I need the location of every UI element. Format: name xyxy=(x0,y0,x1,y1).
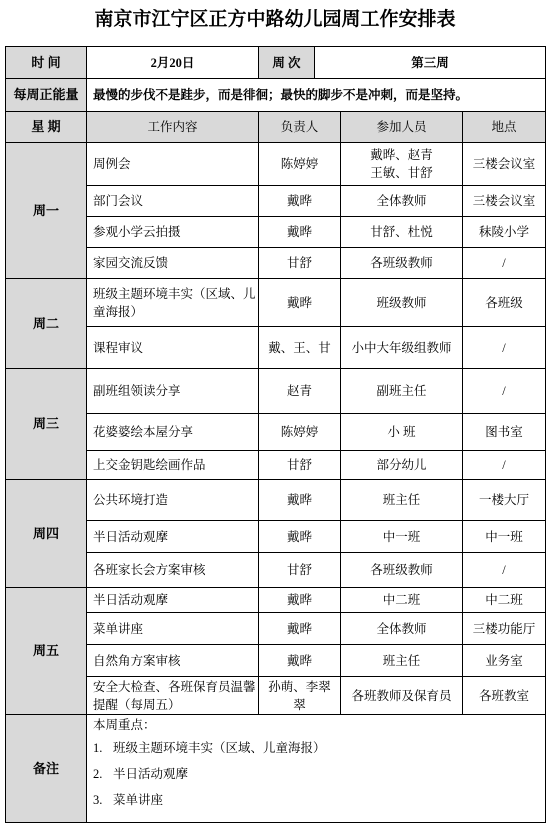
task-participants: 全体教师 xyxy=(341,613,463,645)
task-owner: 甘舒 xyxy=(259,451,341,480)
task-participants: 班主任 xyxy=(341,480,463,521)
task-owner: 戴晔 xyxy=(259,645,341,677)
task-location: 业务室 xyxy=(463,645,546,677)
schedule-table xyxy=(5,46,546,823)
task-participants: 各班级教师 xyxy=(341,248,463,279)
task-owner: 戴晔 xyxy=(259,480,341,521)
task-content: 副班组领读分享 xyxy=(87,369,259,414)
task-location: 中二班 xyxy=(463,588,546,613)
task-location: / xyxy=(463,553,546,588)
task-participants: 班主任 xyxy=(341,645,463,677)
day-label-monday: 周一 xyxy=(6,143,87,279)
week-value: 第三周 xyxy=(315,47,546,79)
task-participants: 甘舒、杜悦 xyxy=(341,217,463,248)
page-title: 南京市江宁区正方中路幼儿园周工作安排表 xyxy=(94,9,456,30)
col-header-day: 星 期 xyxy=(6,112,87,143)
task-row xyxy=(6,327,546,369)
task-owner: 赵青 xyxy=(259,369,341,414)
task-location: / xyxy=(463,327,546,369)
task-content: 半日活动观摩 xyxy=(87,588,259,613)
task-content: 安全大检查、各班保育员温馨提醒（每周五） xyxy=(87,677,259,715)
task-location: / xyxy=(463,369,546,414)
task-owner: 戴晔 xyxy=(259,217,341,248)
task-owner: 戴、王、甘 xyxy=(259,327,341,369)
task-owner: 戴晔 xyxy=(259,588,341,613)
task-owner: 戴晔 xyxy=(259,521,341,553)
notes-item-text: 班级主题环境丰实（区域、儿童海报） xyxy=(113,741,326,755)
day-label-thursday: 周四 xyxy=(6,480,87,588)
task-content: 家园交流反馈 xyxy=(87,248,259,279)
task-participants: 副班主任 xyxy=(341,369,463,414)
notes-item xyxy=(93,761,544,787)
col-header-content: 工作内容 xyxy=(87,112,259,143)
task-content: 花婆婆绘本屋分享 xyxy=(87,414,259,451)
task-row xyxy=(6,451,546,480)
task-content: 班级主题环境丰实（区域、儿童海报） xyxy=(87,279,259,327)
day-label-tuesday: 周二 xyxy=(6,279,87,369)
task-owner: 陈婷婷 xyxy=(259,414,341,451)
motto-text: 最慢的步伐不是跬步，而是徘徊；最快的脚步不是冲刺，而是坚持。 xyxy=(87,79,546,112)
task-owner: 甘舒 xyxy=(259,248,341,279)
task-owner: 戴晔 xyxy=(259,186,341,217)
task-owner: 戴晔 xyxy=(259,613,341,645)
task-participants: 各班教师及保育员 xyxy=(341,677,463,715)
task-participants: 小中大年级组教师 xyxy=(341,327,463,369)
motto-label: 每周正能量 xyxy=(6,79,87,112)
day-label-wednesday: 周三 xyxy=(6,369,87,480)
notes-item-number: 3. xyxy=(93,793,103,807)
task-location: 三楼会议室 xyxy=(463,186,546,217)
task-participants: 中一班 xyxy=(341,521,463,553)
task-participants: 中二班 xyxy=(341,588,463,613)
time-label: 时 间 xyxy=(6,47,87,79)
task-row xyxy=(6,521,546,553)
task-row xyxy=(6,588,546,613)
task-row xyxy=(6,613,546,645)
col-header-participants: 参加人员 xyxy=(341,112,463,143)
task-location: / xyxy=(463,248,546,279)
task-location: 秣陵小学 xyxy=(463,217,546,248)
col-header-owner: 负责人 xyxy=(259,112,341,143)
task-row xyxy=(6,186,546,217)
task-row xyxy=(6,369,546,414)
task-owner: 甘舒 xyxy=(259,553,341,588)
task-content: 自然角方案审核 xyxy=(87,645,259,677)
task-location: 三楼会议室 xyxy=(463,143,546,186)
task-content: 各班家长会方案审核 xyxy=(87,553,259,588)
task-row xyxy=(6,217,546,248)
notes-item-number: 2. xyxy=(93,767,103,781)
task-content: 课程审议 xyxy=(87,327,259,369)
notes-item xyxy=(93,735,544,761)
task-participants: 各班级教师 xyxy=(341,553,463,588)
col-header-location: 地点 xyxy=(463,112,546,143)
notes-item-text: 半日活动观摩 xyxy=(113,767,189,781)
task-participants: 戴晔、赵青 王敏、甘舒 xyxy=(341,143,463,186)
task-content: 周例会 xyxy=(87,143,259,186)
motto-row xyxy=(6,79,546,112)
task-participants: 部分幼儿 xyxy=(341,451,463,480)
task-owner: 戴晔 xyxy=(259,279,341,327)
task-location: 三楼功能厅 xyxy=(463,613,546,645)
task-row xyxy=(6,414,546,451)
task-location: 一楼大厅 xyxy=(463,480,546,521)
notes-item-text: 菜单讲座 xyxy=(113,793,164,807)
day-label-friday: 周五 xyxy=(6,588,87,715)
task-row xyxy=(6,677,546,715)
notes-row xyxy=(6,715,546,823)
task-participants: 小 班 xyxy=(341,414,463,451)
task-location: / xyxy=(463,451,546,480)
date-row xyxy=(6,47,546,79)
task-location: 各班级 xyxy=(463,279,546,327)
notes-heading: 本周重点： xyxy=(93,718,156,732)
task-row xyxy=(6,279,546,327)
task-row xyxy=(6,480,546,521)
task-row xyxy=(6,553,546,588)
task-owner: 陈婷婷 xyxy=(259,143,341,186)
task-content: 参观小学云拍摄 xyxy=(87,217,259,248)
notes-item xyxy=(93,787,544,813)
column-header-row xyxy=(6,112,546,143)
task-content: 公共环境打造 xyxy=(87,480,259,521)
notes-content xyxy=(87,715,546,823)
task-participants: 班级教师 xyxy=(341,279,463,327)
notes-label: 备注 xyxy=(6,715,87,823)
task-location: 中一班 xyxy=(463,521,546,553)
task-location: 各班教室 xyxy=(463,677,546,715)
task-content: 菜单讲座 xyxy=(87,613,259,645)
task-participants: 全体教师 xyxy=(341,186,463,217)
week-label: 周 次 xyxy=(259,47,315,79)
date-value: 2月20日 xyxy=(87,47,259,79)
task-content: 半日活动观摩 xyxy=(87,521,259,553)
task-content: 上交金钥匙绘画作品 xyxy=(87,451,259,480)
task-row xyxy=(6,248,546,279)
task-content: 部门会议 xyxy=(87,186,259,217)
task-location: 图书室 xyxy=(463,414,546,451)
task-row xyxy=(6,143,546,186)
task-row xyxy=(6,645,546,677)
task-owner: 孙萌、李翠翠 xyxy=(259,677,341,715)
notes-item-number: 1. xyxy=(93,741,103,755)
